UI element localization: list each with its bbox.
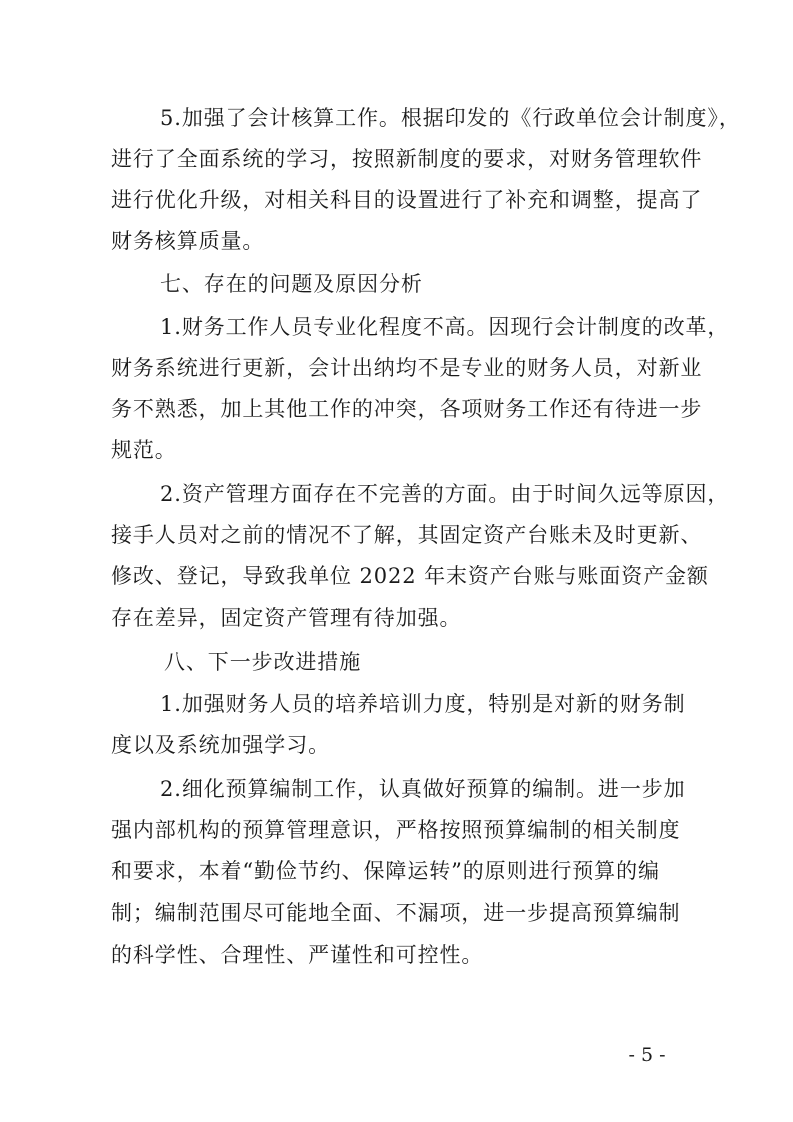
problem-1-line-2: 财务系统进行更新，会计出纳均不是专业的财务人员，对新业	[111, 356, 703, 380]
section-heading-8: 八、下一步改进措施	[164, 650, 362, 674]
problem-2-line-1: 2.资产管理方面存在不完善的方面。由于时间久远等原因，	[160, 482, 730, 506]
measure-2-line-2: 强内部机构的预算管理意识，严格按照预算编制的相关制度	[111, 818, 681, 842]
measure-2-line-5: 的科学性、合理性、严谨性和可控性。	[111, 943, 484, 967]
problem-2-line-2: 接手人员对之前的情况不了解，其固定资产台账未及时更新、	[111, 523, 703, 547]
paragraph-5-line-4: 财务核算质量。	[111, 229, 265, 253]
problem-1-line-4: 规范。	[111, 438, 177, 462]
measure-2-line-3: 和要求，本着“勤俭节约、保障运转”的原则进行预算的编	[111, 859, 660, 883]
measure-1-line-1: 1.加强财务人员的培养培训力度，特别是对新的财务制	[160, 692, 686, 716]
problem-2-line-4: 存在差异，固定资产管理有待加强。	[111, 606, 462, 630]
paragraph-5-line-1: 5.加强了会计核算工作。根据印发的《行政单位会计制度》，	[160, 106, 741, 130]
page-number: - 5 -	[628, 1044, 666, 1066]
problem-1-line-1: 1.财务工作人员专业化程度不高。因现行会计制度的改革，	[160, 315, 730, 339]
paragraph-5-line-3: 进行优化升级，对相关科目的设置进行了补充和调整，提高了	[111, 188, 703, 212]
measure-1-line-2: 度以及系统加强学习。	[111, 733, 330, 757]
measure-2-line-1: 2.细化预算编制工作，认真做好预算的编制。进一步加	[160, 777, 686, 801]
measure-2-line-4: 制；编制范围尽可能地全面、不漏项，进一步提高预算编制	[111, 901, 681, 925]
paragraph-5-line-2: 进行了全面系统的学习，按照新制度的要求，对财务管理软件	[111, 147, 703, 171]
problem-2-line-3: 修改、登记，导致我单位 2022 年末资产台账与账面资产金额	[111, 564, 709, 588]
section-heading-7: 七、存在的问题及原因分析	[160, 272, 423, 296]
problem-1-line-3: 务不熟悉，加上其他工作的冲突，各项财务工作还有待进一步	[111, 397, 703, 421]
